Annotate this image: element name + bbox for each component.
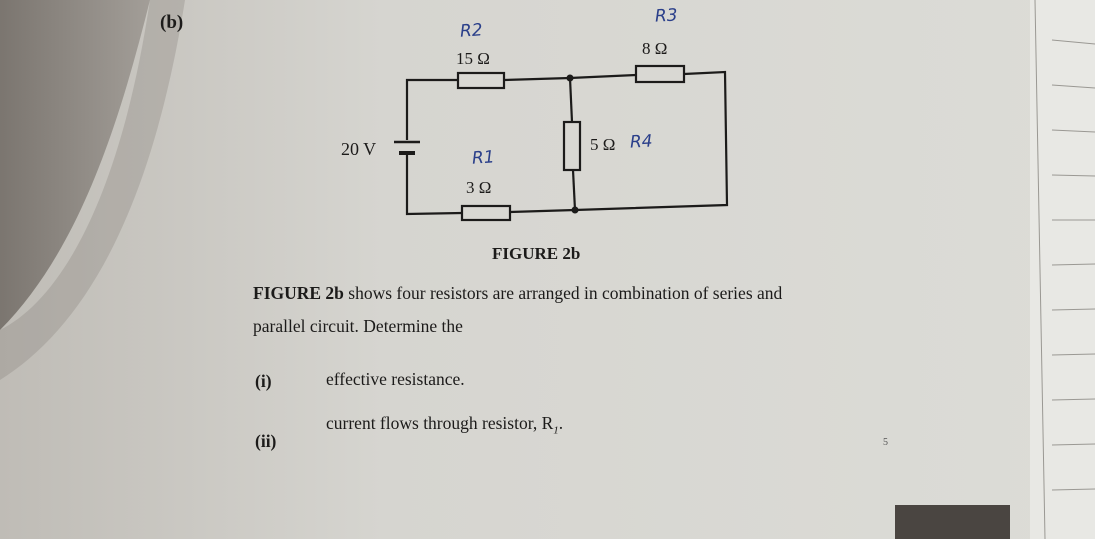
item-i-number: (i)	[255, 371, 272, 391]
description-figure-ref: FIGURE 2b	[253, 283, 344, 303]
part-label: (b)	[160, 12, 184, 33]
handwritten-r4: R4	[629, 131, 654, 153]
item-ii-end: .	[558, 413, 564, 433]
resistor-3-ohm	[462, 206, 510, 220]
resistor-15-ohm	[458, 73, 504, 88]
handwritten-r2: R2	[459, 20, 484, 42]
resistor-5-ohm	[564, 122, 580, 170]
resistor-15-ohm-label: 15 Ω	[456, 49, 490, 68]
resistor-8-ohm	[636, 66, 684, 82]
junction-top	[567, 75, 574, 82]
handwritten-r1: R1	[471, 147, 496, 169]
item-ii-number: (ii)	[255, 431, 277, 451]
resistor-5-ohm-label: 5 Ω	[590, 135, 616, 154]
page-mark: 5	[883, 437, 888, 448]
item-ii-subscript: 1	[553, 424, 559, 437]
resistor-8-ohm-label: 8 Ω	[642, 39, 668, 58]
item-ii-text	[326, 415, 563, 437]
handwritten-r3: R3	[654, 5, 679, 27]
item-i-text: effective resistance.	[326, 369, 465, 389]
source-voltage-label: 20 V	[341, 139, 377, 159]
figure-caption: FIGURE 2b	[492, 244, 581, 263]
resistor-3-ohm-label: 3 Ω	[466, 178, 492, 197]
junction-bottom	[572, 207, 579, 214]
bottom-right-shadow	[895, 505, 1010, 539]
description-line-1	[253, 285, 782, 303]
description-text-1: shows four resistors are arranged in combination of series and	[348, 283, 783, 303]
description-line-2: parallel circuit. Determine the	[253, 316, 463, 336]
item-ii-body: current flows through resistor, R	[326, 413, 554, 433]
